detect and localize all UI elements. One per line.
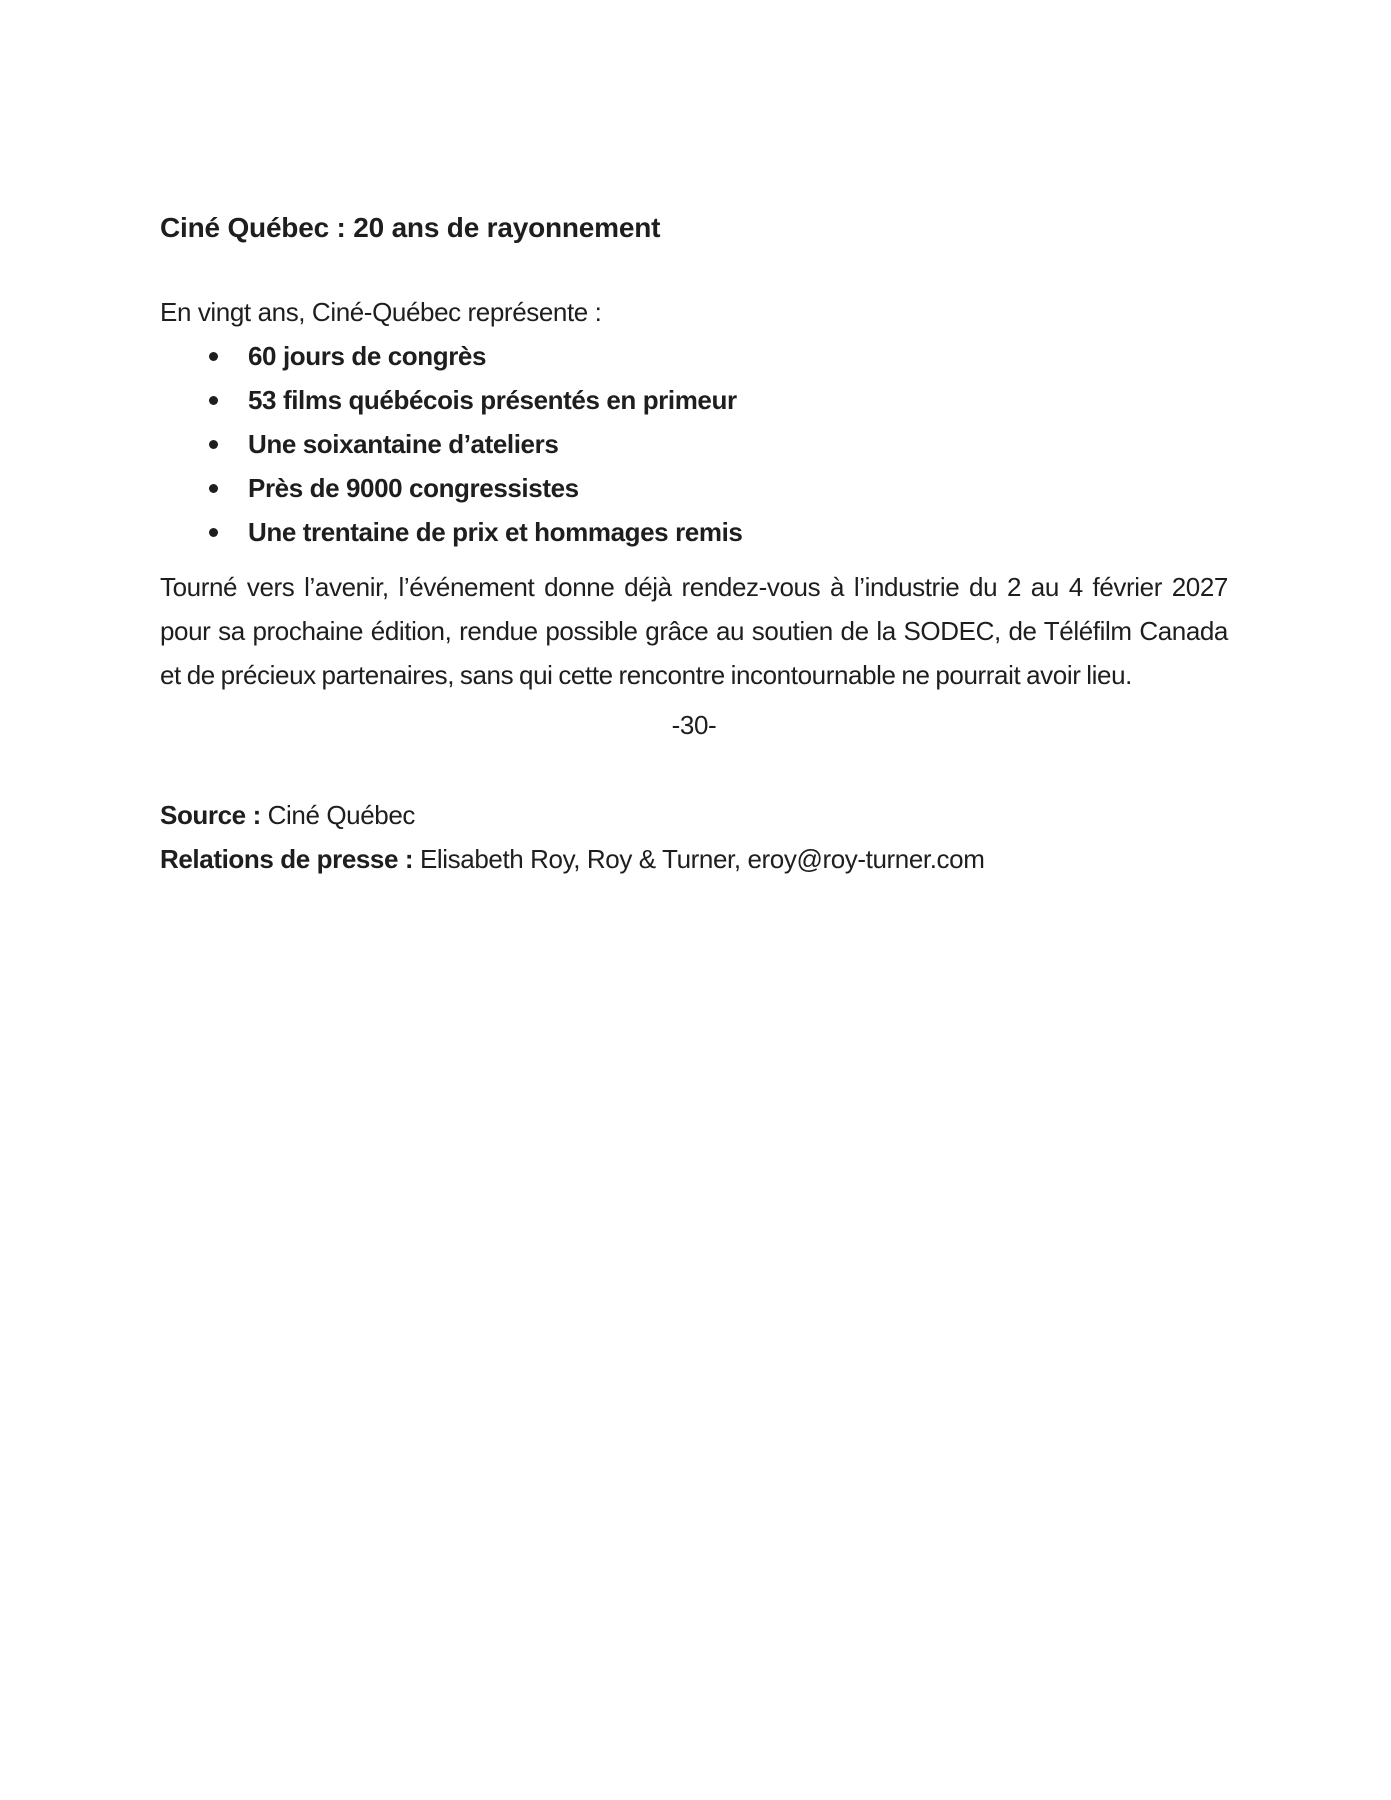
intro-paragraph: En vingt ans, Ciné-Québec représente : bbox=[160, 297, 602, 327]
body-paragraph: Tourné vers l’avenir, l’événement donne déjà rendez-vous à l’industrie du 2 au 4 février 2027 pour sa prochaine édition, rendue possible grâce au soutien de la SODEC, de Téléfilm Canada et de précieux partenaires, sans qui cette rencontre incontournable ne pourrait avoir lieu. bbox=[160, 572, 1228, 690]
source-value: Ciné Québec bbox=[267, 800, 416, 830]
bullet-icon bbox=[209, 484, 218, 493]
stats-list bbox=[160, 334, 1228, 554]
list-item bbox=[248, 334, 1228, 378]
source-block bbox=[160, 793, 1228, 881]
document-content bbox=[0, 0, 1391, 881]
end-mark: -30- bbox=[671, 710, 717, 740]
bullet-icon bbox=[209, 396, 218, 405]
bullet-icon bbox=[209, 352, 218, 361]
source-label: Source : bbox=[160, 800, 261, 830]
bullet-icon bbox=[209, 528, 218, 537]
source-line bbox=[160, 793, 1228, 837]
list-item-text: 53 films québécois présentés en primeur bbox=[248, 385, 737, 415]
list-item-text: Une trentaine de prix et hommages remis bbox=[248, 517, 743, 547]
document-title: Ciné Québec : 20 ans de rayonnement bbox=[160, 212, 661, 243]
list-item-text: Près de 9000 congressistes bbox=[248, 473, 579, 503]
press-label: Relations de presse : bbox=[160, 844, 414, 874]
list-item bbox=[248, 466, 1228, 510]
list-item-text: 60 jours de congrès bbox=[248, 341, 487, 371]
list-item bbox=[248, 378, 1228, 422]
list-item bbox=[248, 422, 1228, 466]
press-value: Elisabeth Roy, Roy & Turner, eroy@roy-turner.com bbox=[419, 844, 985, 874]
bullet-icon bbox=[209, 440, 218, 449]
press-contact-line bbox=[160, 837, 1228, 881]
list-item-text: Une soixantaine d’ateliers bbox=[248, 429, 559, 459]
list-item bbox=[248, 510, 1228, 554]
